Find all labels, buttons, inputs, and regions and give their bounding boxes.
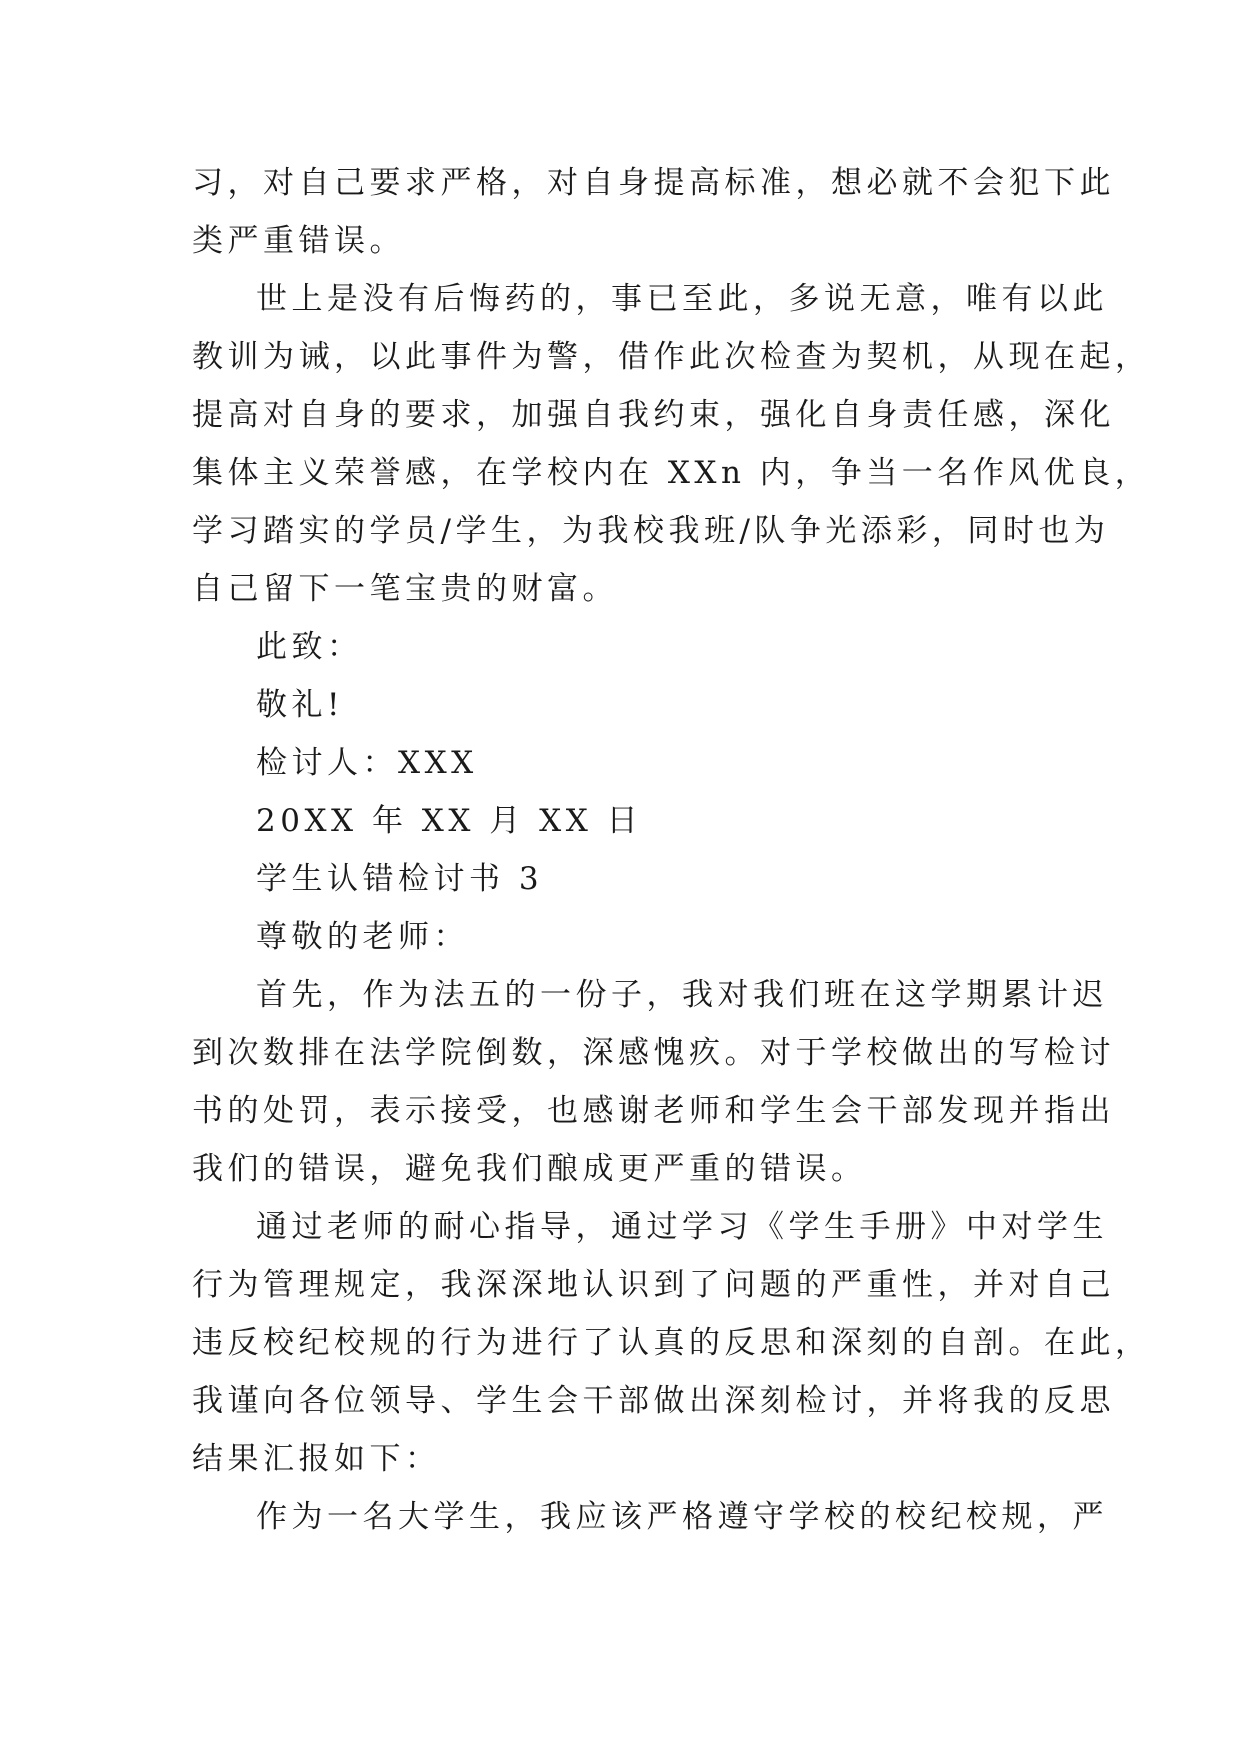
text-line: 行为管理规定，我深深地认识到了问题的严重性，并对自己 — [192, 1267, 1115, 1303]
text-line: 教训为诫，以此事件为警，借作此次检查为契机，从现在起， — [192, 339, 1151, 375]
text-line: 集体主义荣誉感，在学校内在 XXn 内，争当一名作风优良， — [192, 455, 1151, 491]
closing-regards: 敬礼! — [256, 687, 344, 723]
text-line: 习，对自己要求严格，对自身提高标准，想必就不会犯下此 — [192, 165, 1115, 201]
section-title: 学生认错检讨书 3 — [256, 861, 544, 897]
text-line: 自己留下一笔宝贵的财富。 — [192, 571, 618, 607]
text-line: 书的处罚，表示接受，也感谢老师和学生会干部发现并指出 — [192, 1093, 1115, 1129]
text-line: 结果汇报如下： — [192, 1441, 441, 1477]
text-line: 违反校纪校规的行为进行了认真的反思和深刻的自剖。在此， — [192, 1325, 1151, 1361]
text-line: 学习踏实的学员/学生，为我校我班/队争光添彩，同时也为 — [192, 513, 1110, 549]
greeting-line: 尊敬的老师： — [256, 919, 469, 955]
text-line: 首先，作为法五的一份子，我对我们班在这学期累计迟 — [256, 977, 1108, 1013]
text-line: 我谨向各位领导、学生会干部做出深刻检讨，并将我的反思 — [192, 1383, 1115, 1419]
text-line: 世上是没有后悔药的，事已至此，多说无意，唯有以此 — [256, 281, 1108, 317]
text-line: 类严重错误。 — [192, 223, 405, 259]
document-body — [192, 154, 1151, 1546]
text-line: 我们的错误，避免我们酿成更严重的错误。 — [192, 1151, 867, 1187]
date-line: 20XX 年 XX 月 XX 日 — [256, 803, 643, 839]
closing-salutation: 此致： — [256, 629, 363, 665]
signature-line: 检讨人：XXX — [256, 745, 478, 781]
text-line: 通过老师的耐心指导，通过学习《学生手册》中对学生 — [256, 1209, 1108, 1245]
text-line: 到次数排在法学院倒数，深感愧疚。对于学校做出的写检讨 — [192, 1035, 1115, 1071]
text-line: 提高对自身的要求，加强自我约束，强化自身责任感，深化 — [192, 397, 1115, 433]
text-line: 作为一名大学生，我应该严格遵守学校的校纪校规，严 — [256, 1499, 1108, 1535]
